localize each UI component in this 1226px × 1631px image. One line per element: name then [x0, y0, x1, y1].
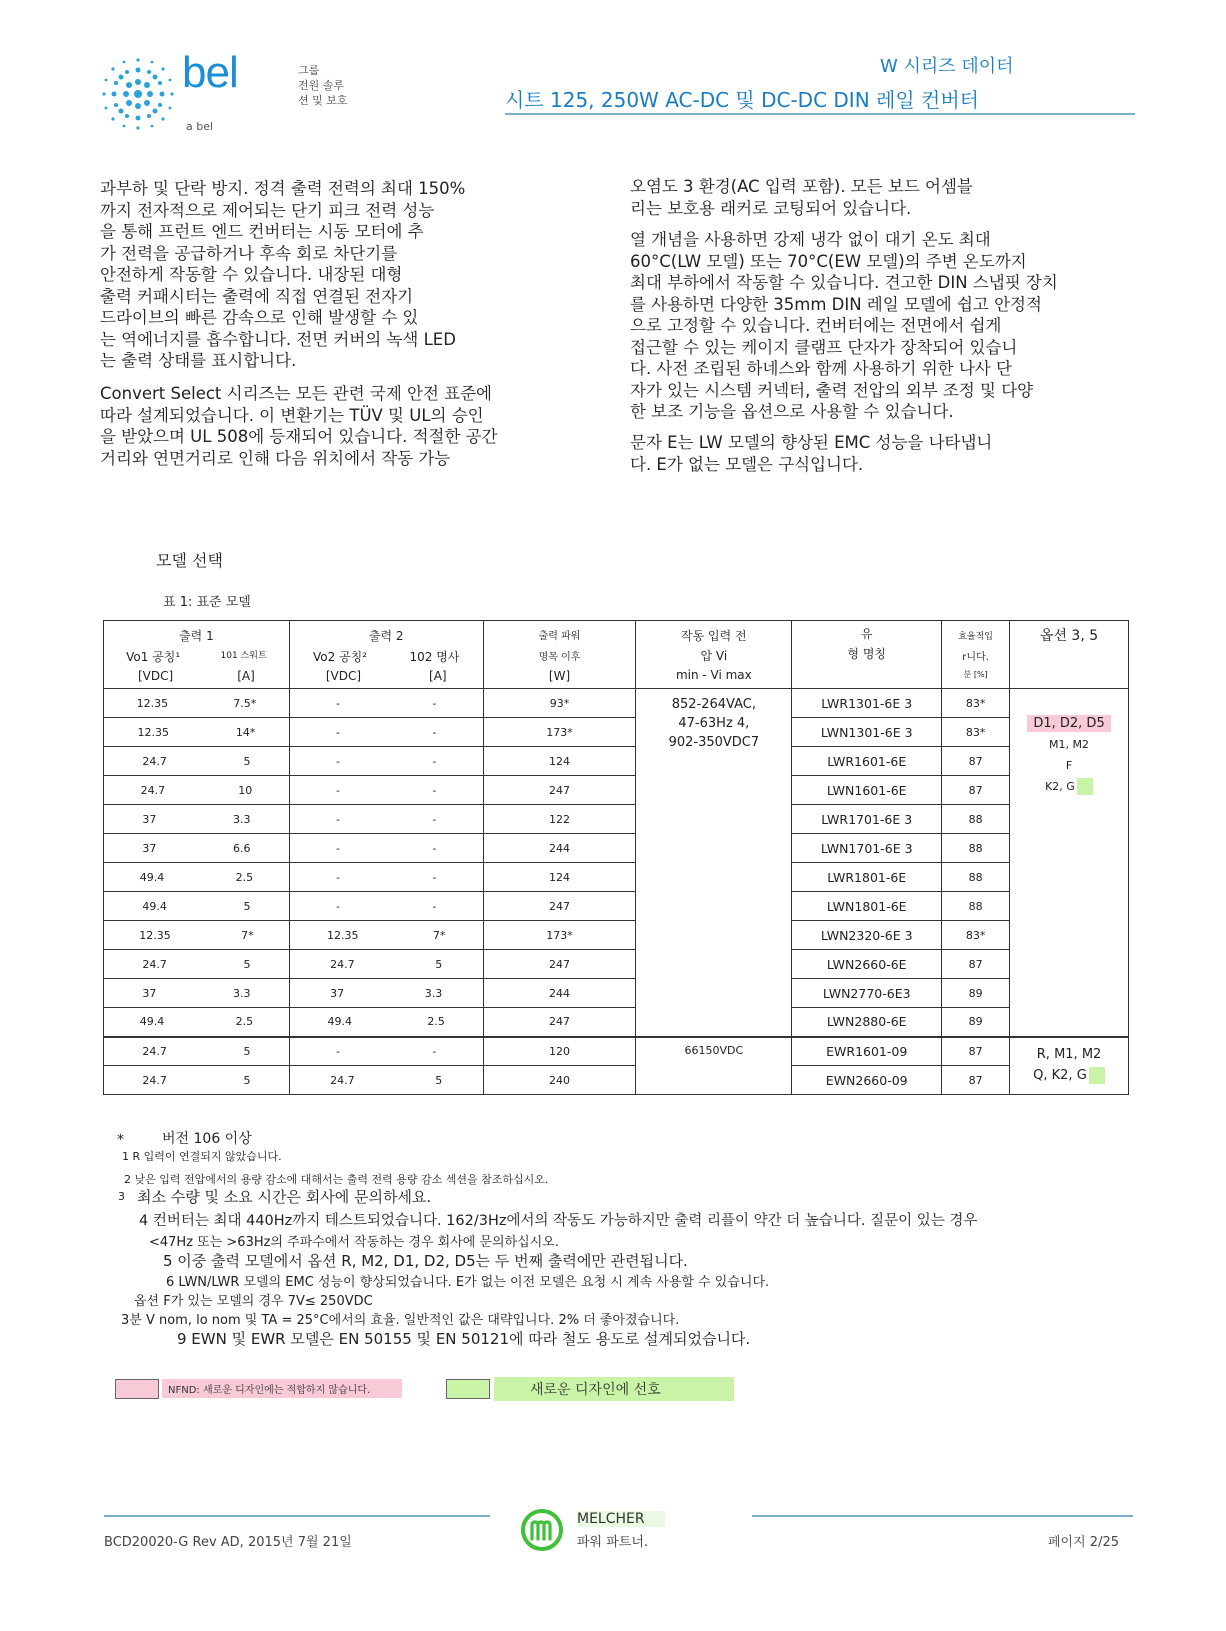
header-unit: [W] — [548, 668, 571, 683]
melcher-name: MELCHER — [577, 1511, 665, 1527]
cell-efficiency-wrap — [942, 892, 1010, 921]
table-caption: 표 1: 표준 모델 — [163, 595, 251, 610]
cell-output1 — [104, 1066, 290, 1095]
cell-output1 — [104, 892, 290, 921]
cell-output1 — [104, 979, 290, 1008]
cell-options — [1010, 689, 1129, 1037]
cell-power-wrap — [483, 921, 636, 950]
input-line: 852-264VAC, — [671, 697, 756, 712]
text-line: 한 보조 기능을 옵션으로 사용할 수 있습니다. — [630, 402, 954, 421]
cell-power-wrap — [483, 979, 636, 1008]
cell-output2 — [289, 805, 483, 834]
cell-io1: 5 — [243, 899, 251, 913]
cell-io2: - — [432, 725, 437, 739]
cell-efficiency: 83* — [965, 696, 986, 710]
cell-vo2: 24.7 — [330, 1073, 355, 1087]
cell-vo1: 24.7 — [142, 957, 167, 971]
left-paragraph-2 — [100, 383, 498, 469]
cell-vo2: - — [336, 841, 340, 855]
header-label: 출력 파워 — [538, 630, 581, 642]
text-line: 는 출력 상태를 표시합니다. — [100, 351, 297, 370]
cell-power-wrap — [483, 950, 636, 979]
right-paragraph-2 — [630, 229, 1058, 423]
group-label-2: 전원 솔루 — [298, 79, 345, 92]
cell-io1: 5 — [243, 957, 251, 971]
footnote-6: 6 LWN/LWR 모델의 EMC 성능이 향상되었습니다. E가 없는 이전 모델은 요청 시 계속 사용할 수 있습니다. — [166, 1275, 770, 1290]
cell-type: LWR1601-6E — [827, 753, 907, 769]
header-label: Vo2 공칭² — [313, 649, 368, 664]
cell-efficiency: 87 — [968, 1073, 983, 1087]
legend-pink-swatch — [115, 1379, 159, 1399]
cell-type-wrap — [792, 805, 942, 834]
cell-output1 — [104, 805, 290, 834]
cell-efficiency-wrap — [942, 805, 1010, 834]
cell-vo1: 49.4 — [142, 899, 167, 913]
text-line: 을 받았으며 UL 508에 등재되어 있습니다. 적절한 공간 — [100, 427, 498, 446]
cell-type: LWN2770-6E3 — [822, 985, 911, 1001]
cell-type-wrap — [792, 863, 942, 892]
cell-power-wrap — [483, 834, 636, 863]
header-unit: [A] — [429, 668, 447, 683]
cell-io2: - — [432, 754, 437, 768]
text-line: 거리와 연면거리로 인해 다음 위치에서 작동 가능 — [100, 448, 451, 468]
footnote-9: 9 EWN 및 EWR 모델은 EN 50155 및 EN 50121에 따라 철도 용도로 설계되었습니다. — [177, 1330, 751, 1348]
cell-type-wrap — [792, 1008, 942, 1037]
text-line: 열 개념을 사용하면 강제 냉각 없이 대기 온도 최대 — [630, 230, 991, 249]
footnote-8: 3분 V nom, lo nom 및 TA = 25°C에서의 효율. 일반적인 값은 대략입니다. 2% 더 좋아졌습니다. — [121, 1313, 680, 1328]
cell-type: LWR1801-6E — [827, 869, 907, 885]
cell-type: EWN2660-09 — [825, 1072, 908, 1088]
cell-output2 — [289, 921, 483, 950]
header-output1 — [104, 621, 290, 689]
text-line: 과부하 및 단락 방지. 정격 출력 전력의 최대 150% — [100, 179, 466, 198]
cell-efficiency-wrap — [942, 1066, 1010, 1095]
cell-output1 — [104, 921, 290, 950]
cell-output2 — [289, 863, 483, 892]
header-unit: [VDC] — [138, 668, 174, 683]
cell-power: 244 — [549, 841, 571, 855]
cell-type-wrap — [792, 776, 942, 805]
cell-power: 173* — [546, 725, 573, 739]
cell-io2: 5 — [435, 1073, 443, 1087]
table-row — [104, 863, 1129, 892]
text-line: 최대 부하에서 작동할 수 있습니다. 견고한 DIN 스냅핏 장치 — [630, 273, 1058, 292]
cell-io2: 7* — [432, 928, 446, 942]
text-line: 자가 있는 시스템 커넥터, 출력 전압의 외부 조정 및 다양 — [630, 380, 1034, 400]
cell-power-wrap — [483, 892, 636, 921]
header-unit: 분 [%] — [963, 670, 988, 679]
text-line: 를 사용하면 다양한 35mm DIN 레일 모델에 쉽고 안정적 — [630, 294, 1042, 314]
footnote-3-number: 3 — [118, 1190, 125, 1203]
cell-vo1: 37 — [142, 986, 157, 1000]
cell-type: LWR1701-6E 3 — [821, 811, 913, 827]
cell-efficiency-wrap — [942, 1037, 1010, 1066]
cell-output1 — [104, 747, 290, 776]
cell-power: 244 — [549, 986, 571, 1000]
table-row — [104, 1066, 1129, 1095]
cell-vo1: 49.4 — [139, 1015, 165, 1029]
cell-efficiency-wrap — [942, 950, 1010, 979]
option-line: K2, G — [1045, 780, 1075, 793]
cell-io1: 10 — [238, 783, 253, 797]
header-output2 — [289, 621, 483, 689]
melcher-logo-icon — [520, 1508, 564, 1552]
text-line: 리는 보호용 래커로 코팅되어 있습니다. — [630, 198, 912, 218]
cell-io2: - — [432, 696, 437, 710]
cell-vo2: - — [336, 1044, 340, 1058]
cell-type-wrap — [792, 689, 942, 718]
text-line: 을 통해 프런트 엔드 컨버터는 시동 모터에 추 — [100, 222, 424, 241]
group-label-1: 그룹 — [298, 64, 320, 77]
header-label: 형 명칭 — [847, 647, 887, 661]
header-options — [1010, 621, 1129, 689]
cell-vo2: - — [336, 899, 340, 913]
cell-efficiency: 87 — [968, 754, 983, 768]
text-line: 오염도 3 환경(AC 입력 포함). 모든 보드 어셈블 — [630, 177, 973, 196]
cell-efficiency: 88 — [968, 841, 983, 855]
cell-type: LWN1801-6E — [826, 898, 907, 914]
header-type — [792, 621, 942, 689]
cell-output2 — [289, 1066, 483, 1095]
cell-type: LWR1301-6E 3 — [821, 695, 913, 711]
cell-io1: 2.5 — [235, 1015, 254, 1029]
cell-vo2: 49.4 — [327, 1015, 352, 1029]
cell-efficiency: 89 — [968, 1015, 983, 1029]
footer-rule-right — [752, 1515, 1133, 1517]
cell-efficiency: 88 — [968, 812, 983, 826]
cell-power: 173* — [546, 928, 573, 942]
table-row — [104, 979, 1129, 1008]
header-label: 옵션 3, 5 — [1039, 628, 1099, 644]
cell-power-wrap — [483, 1037, 636, 1066]
option-line: Q, K2, G — [1033, 1067, 1087, 1083]
header-label: 102 명사 — [409, 649, 460, 664]
group-label-3: 션 및 보호 — [298, 94, 348, 107]
option-line: F — [1065, 759, 1073, 772]
cell-type-wrap — [792, 892, 942, 921]
cell-vo2: 12.35 — [327, 928, 359, 942]
text-line: 다. 사전 조립된 하네스와 함께 사용하기 위한 나사 단 — [630, 359, 1012, 378]
text-line: 으로 고정할 수 있습니다. 컨버터에는 전면에서 쉽게 — [630, 316, 1002, 335]
cell-vo2: - — [336, 725, 340, 739]
cell-io2: - — [432, 899, 437, 913]
cell-power-wrap — [483, 1066, 636, 1095]
cell-output1 — [104, 950, 290, 979]
cell-output2 — [289, 1008, 483, 1037]
cell-power: 124 — [549, 870, 571, 884]
footnote-1: 1 R 입력이 연결되지 않았습니다. — [122, 1150, 282, 1163]
table-row — [104, 805, 1129, 834]
cell-power-wrap — [483, 776, 636, 805]
cell-io2: - — [432, 841, 437, 855]
cell-output2 — [289, 979, 483, 1008]
header-label: r니다. — [962, 652, 989, 663]
cell-vo2: - — [336, 696, 340, 710]
footnote-4b: <47Hz 또는 >63Hz의 주파수에서 작동하는 경우 회사에 문의하십시오. — [149, 1235, 559, 1250]
header-label: min - Vi max — [675, 668, 752, 682]
right-paragraph-1 — [630, 176, 973, 219]
cell-io1: 5 — [243, 1073, 251, 1087]
cell-output2 — [289, 747, 483, 776]
cell-output1 — [104, 689, 290, 718]
cell-type: LWN1301-6E 3 — [820, 724, 913, 740]
cell-power: 120 — [549, 1044, 571, 1058]
cell-vo1: 37 — [142, 841, 157, 855]
cell-efficiency: 83* — [965, 928, 986, 942]
text-line: 는 역에너지를 흡수합니다. 전면 커버의 녹색 LED — [100, 329, 456, 349]
cell-efficiency: 88 — [968, 870, 983, 884]
header-unit: [A] — [237, 668, 255, 683]
cell-io2: 3.3 — [424, 986, 443, 1000]
document-title: 시트 125, 250W AC-DC 및 DC-DC DIN 레일 컨버터 — [505, 88, 979, 112]
cell-io2: 5 — [435, 957, 443, 971]
footnote-7: 옵션 F가 있는 모델의 경우 7V≤ 250VDC — [134, 1294, 373, 1309]
cell-io2: 2.5 — [427, 1015, 445, 1029]
text-line: 따라 설계되었습니다. 이 변환기는 TÜV 및 UL의 승인 — [100, 405, 484, 425]
bel-logo-text: bel — [182, 48, 238, 97]
header-label: 명목 이후 — [538, 651, 581, 663]
cell-type: EWR1601-09 — [826, 1043, 908, 1059]
cell-output2 — [289, 1037, 483, 1066]
header-unit: [VDC] — [325, 668, 362, 683]
footnote-2: 2 낮은 입력 전압에서의 용량 감소에 대해서는 출력 전력 용량 감소 섹션을 참조하십시오. — [124, 1173, 549, 1186]
option-preferred-marker — [1089, 1067, 1105, 1084]
cell-power: 240 — [549, 1073, 571, 1087]
cell-vo1: 37 — [142, 812, 157, 826]
cell-io2: - — [432, 870, 437, 884]
cell-power-wrap — [483, 689, 636, 718]
cell-output2 — [289, 776, 483, 805]
cell-power: 247 — [549, 783, 571, 797]
cell-type: LWN2880-6E — [826, 1014, 907, 1030]
cell-io1: 14* — [235, 725, 256, 739]
cell-efficiency-wrap — [942, 718, 1010, 747]
cell-vo1: 24.7 — [142, 1073, 167, 1087]
cell-vo1: 49.4 — [139, 870, 165, 884]
footer-doc-id: BCD20020-G Rev AD, 2015년 7월 21일 — [104, 1535, 352, 1550]
legend-green-swatch — [446, 1379, 490, 1399]
cell-type: LWN1701-6E 3 — [820, 840, 913, 856]
cell-io1: 2.5 — [235, 870, 254, 884]
cell-output1 — [104, 863, 290, 892]
text-line: 안전하게 작동할 수 있습니다. 내장된 대형 — [100, 265, 403, 284]
header-input — [636, 621, 792, 689]
header-power — [483, 621, 636, 689]
series-title: W 시리즈 데이터 — [880, 56, 1014, 77]
header-label: 압 Vi — [700, 649, 728, 663]
cell-vo1: 24.7 — [140, 783, 166, 797]
cell-type-wrap — [792, 979, 942, 1008]
cell-efficiency-wrap — [942, 1008, 1010, 1037]
cell-output1 — [104, 1008, 290, 1037]
cell-efficiency: 89 — [968, 986, 983, 1000]
cell-type-wrap — [792, 921, 942, 950]
models-table — [103, 620, 1129, 1095]
text-line: 드라이브의 빠른 감속으로 인해 발생할 수 있 — [100, 308, 419, 327]
cell-power-wrap — [483, 863, 636, 892]
cell-io1: 3.3 — [232, 812, 251, 826]
cell-output2 — [289, 892, 483, 921]
option-line: M1, M2 — [1049, 738, 1090, 751]
cell-io1: 6.6 — [232, 841, 251, 855]
cell-power: 124 — [549, 754, 571, 768]
cell-efficiency: 87 — [968, 783, 983, 797]
cell-output2 — [289, 718, 483, 747]
cell-vo2: - — [336, 783, 340, 797]
cell-vo1: 24.7 — [142, 754, 167, 768]
cell-type: LWN2320-6E 3 — [820, 927, 913, 943]
table-row — [104, 892, 1129, 921]
cell-type: LWN2660-6E — [826, 956, 907, 972]
cell-output2 — [289, 834, 483, 863]
cell-efficiency-wrap — [942, 747, 1010, 776]
header-label: 101 스워트 — [220, 650, 267, 661]
table-header-row — [104, 621, 1129, 689]
legend-pink-label: NFND: 새로운 디자인에는 적합하지 않습니다. — [162, 1379, 402, 1398]
header-label: 효율적입 — [958, 632, 993, 642]
cell-power: 247 — [549, 957, 571, 971]
table-row — [104, 921, 1129, 950]
header-label: 출력 2 — [368, 628, 404, 643]
cell-output2 — [289, 950, 483, 979]
input-line: 902-350VDC7 — [668, 735, 760, 750]
cell-type-wrap — [792, 834, 942, 863]
table-row — [104, 1008, 1129, 1037]
cell-io1: 5 — [243, 1044, 251, 1058]
text-line: 까지 전자적으로 제어되는 단기 피크 전력 성능 — [100, 200, 435, 220]
cell-type-wrap — [792, 950, 942, 979]
cell-io1: 3.3 — [232, 986, 251, 1000]
cell-efficiency: 83* — [965, 725, 986, 739]
cell-power: 247 — [549, 1015, 571, 1029]
header-label: 작동 입력 전 — [681, 629, 747, 643]
cell-efficiency-wrap — [942, 921, 1010, 950]
table-row — [104, 776, 1129, 805]
cell-power-wrap — [483, 747, 636, 776]
table-row — [104, 718, 1129, 747]
header-efficiency — [942, 621, 1010, 689]
section-title: 모델 선택 — [156, 551, 223, 570]
text-line: Convert Select 시리즈는 모든 관련 국제 안전 표준에 — [100, 384, 492, 403]
table-row — [104, 950, 1129, 979]
cell-type: LWN1601-6E — [826, 782, 907, 798]
cell-type-wrap — [792, 747, 942, 776]
cell-efficiency-wrap — [942, 834, 1010, 863]
bel-logo-subtext: a bel — [186, 120, 214, 133]
cell-output2 — [289, 689, 483, 718]
text-line: 가 전력을 공급하거나 후속 회로 차단기를 — [100, 243, 398, 263]
cell-io2: - — [432, 783, 437, 797]
melcher-tagline: 파워 파트너. — [577, 1535, 649, 1550]
cell-vo2: 24.7 — [330, 957, 355, 971]
header-rule — [505, 113, 1135, 115]
footnote-4a: 4 컨버터는 최대 440Hz까지 테스트되었습니다. 162/3Hz에서의 작동도 가능하지만 출력 리플이 약간 더 높습니다. 질문이 있는 경우 — [139, 1213, 978, 1229]
left-paragraph-1 — [100, 178, 465, 372]
cell-type-wrap — [792, 1037, 942, 1066]
cell-vo1: 24.7 — [142, 1044, 167, 1058]
cell-power-wrap — [483, 1008, 636, 1037]
cell-efficiency: 88 — [968, 899, 983, 913]
cell-efficiency-wrap — [942, 863, 1010, 892]
table-row — [104, 1037, 1129, 1066]
cell-efficiency-wrap — [942, 776, 1010, 805]
cell-io1: 7* — [241, 928, 254, 942]
cell-io1: 7.5* — [233, 696, 257, 710]
cell-type-wrap — [792, 1066, 942, 1095]
cell-output1 — [104, 834, 290, 863]
cell-vo2: 37 — [330, 986, 345, 1000]
cell-io2: - — [432, 1044, 437, 1058]
text-line: 접근할 수 있는 케이지 클램프 단자가 장착되어 있습니 — [630, 337, 1018, 357]
footer-page-number: 페이지 2/25 — [1048, 1535, 1119, 1550]
cell-output1 — [104, 776, 290, 805]
right-paragraph-3 — [630, 432, 992, 475]
option-nfnd: D1, D2, D5 — [1027, 715, 1110, 732]
cell-io1: 5 — [243, 754, 251, 768]
text-line: 다. E가 없는 모델은 구식입니다. — [630, 454, 864, 474]
footnote-star: 버전 106 이상 — [162, 1131, 252, 1147]
cell-power-wrap — [483, 805, 636, 834]
cell-vo2: - — [336, 754, 340, 768]
table-row — [104, 747, 1129, 776]
option-line: R, M1, M2 — [1036, 1046, 1102, 1062]
legend-green-label: 새로운 디자인에 선호 — [494, 1377, 734, 1401]
input-line: 47-63Hz 4, — [678, 716, 750, 731]
input-line: 66150VDC — [684, 1043, 744, 1057]
cell-vo2: - — [336, 812, 340, 826]
cell-efficiency: 87 — [968, 957, 983, 971]
footnote-3: 최소 수량 및 소요 시간은 회사에 문의하세요. — [137, 1188, 432, 1206]
table-row — [104, 834, 1129, 863]
cell-power: 93* — [549, 696, 570, 710]
option-preferred-marker — [1077, 778, 1093, 795]
footnote-5: 5 이중 출력 모델에서 옵션 R, M2, D1, D2, D5는 두 번째 출력에만 관련됩니다. — [163, 1252, 688, 1270]
text-line: 출력 커패시터는 출력에 직접 연결된 전자기 — [100, 286, 414, 306]
cell-output1 — [104, 718, 290, 747]
header-label: 출력 1 — [179, 628, 214, 643]
cell-io2: - — [432, 812, 437, 826]
cell-efficiency-wrap — [942, 979, 1010, 1008]
cell-power: 247 — [549, 899, 571, 913]
cell-vo1: 12.35 — [139, 928, 171, 942]
cell-power-wrap — [483, 718, 636, 747]
cell-power: 122 — [549, 812, 571, 826]
cell-type-wrap — [792, 718, 942, 747]
footnote-star-mark: * — [117, 1132, 124, 1148]
table-row — [104, 689, 1129, 718]
text-line: 60°C(LW 모델) 또는 70°C(EW 모델)의 주변 온도까지 — [630, 251, 1027, 271]
footer-rule-left — [104, 1515, 490, 1517]
bel-logo-icon — [100, 56, 176, 132]
cell-vo1: 12.35 — [136, 696, 169, 710]
cell-options — [1010, 1037, 1129, 1095]
cell-vo2: - — [336, 870, 340, 884]
text-line: 문자 E는 LW 모델의 향상된 EMC 성능을 나타냅니 — [630, 433, 993, 452]
cell-vo1: 12.35 — [137, 725, 169, 739]
header-label: Vo1 공칭¹ — [126, 649, 181, 664]
cell-efficiency-wrap — [942, 689, 1010, 718]
header-label: 유 — [860, 627, 873, 641]
cell-input-range — [636, 689, 792, 1037]
cell-input-range — [636, 1037, 792, 1095]
cell-efficiency: 87 — [968, 1044, 983, 1058]
cell-output1 — [104, 1037, 290, 1066]
